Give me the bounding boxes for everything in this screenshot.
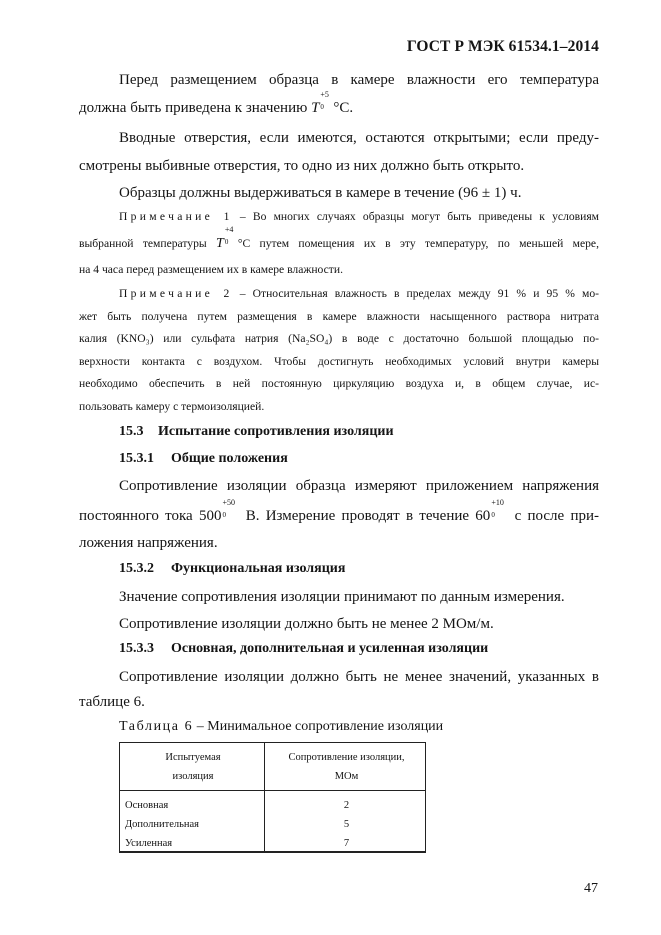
note-line: на 4 часа перед размещением их в камере влажности.	[79, 263, 343, 276]
section-title: Общие положения	[171, 451, 288, 466]
paragraph-line: Сопротивление изоляции должно быть не менее 2 МОм/м.	[119, 616, 494, 632]
text-fragment: В. Измерение проводят в течение 60	[245, 508, 491, 524]
superscript: +5	[320, 90, 329, 99]
resistance-value-cell: 7	[343, 838, 350, 849]
table-label: Таблица 6	[119, 719, 194, 734]
table-row	[119, 791, 426, 816]
note-line: жет быть получена путем размещения в камере влажности насыщенного раствора нитрата	[79, 310, 599, 323]
section-heading	[119, 641, 488, 657]
section-number: 15.3.1	[119, 451, 154, 466]
text-fragment: с после при-	[514, 508, 599, 524]
table-column-divider	[264, 742, 265, 853]
paragraph-line: Образцы должны выдерживаться в камере в течение (96 ± 1) ч.	[119, 185, 522, 201]
note-line: необходимо обеспечить в ней постоянную циркуляцию воздуха и, в общем случае, ис-	[79, 377, 599, 390]
section-title: Функциональная изоляция	[171, 561, 346, 576]
section-heading	[119, 561, 345, 577]
paragraph-line: ложения напряжения.	[79, 535, 218, 551]
note-line	[79, 207, 599, 227]
header-line: МОм	[334, 771, 359, 782]
insulation-type-cell: Основная	[125, 800, 169, 811]
text-fragment: должна быть приведена к значению	[79, 100, 308, 116]
text-fragment: – Во многих случаях образцы могут быть приведены к условиям	[239, 210, 599, 223]
tolerance-index	[490, 498, 508, 520]
superscript: +10	[491, 498, 504, 507]
paragraph-line: Сопротивление изоляции образца измеряют приложением напряжения	[119, 478, 599, 494]
paragraph-line: Сопротивление изоляции должно быть не менее значений, указанных в	[119, 669, 599, 685]
note-label: Примечание 2	[119, 287, 233, 300]
paragraph-line	[79, 90, 599, 120]
tolerance-index	[221, 498, 239, 520]
column-header-resistance	[267, 742, 426, 791]
header-line: Сопротивление изоляции,	[288, 752, 405, 763]
section-heading	[119, 451, 288, 467]
text-fragment: °C путем помещения их в эту температуру, по меньшей мере,	[237, 237, 599, 250]
note-label: Примечание 1	[119, 210, 233, 223]
resistance-value-cell: 5	[343, 819, 350, 830]
subscript: 0	[491, 511, 495, 519]
tolerance-index	[224, 225, 238, 247]
temperature-symbol: T	[311, 100, 320, 116]
unit-text: °C.	[333, 100, 354, 116]
header-line: Испытуемая	[165, 752, 221, 763]
page-number: 47	[584, 881, 598, 896]
text-fragment: выбранной температуры	[79, 237, 207, 250]
table-row	[119, 834, 426, 858]
note-line: калия (KNO₃) или сульфата натрия (Na₂SO₄) в воде с достаточно большой площадью по-	[79, 332, 599, 345]
section-title: Испытание сопротивления изоляции	[158, 424, 394, 439]
section-heading	[119, 424, 394, 440]
note-line: верхности контакта с воздухом. Чтобы достигнуть необходимых условий внутри камеры	[79, 355, 599, 368]
resistance-table	[119, 742, 426, 858]
paragraph-line: Перед размещением образца в камере влажности его температура	[119, 72, 599, 88]
note-line	[79, 225, 599, 254]
subscript: 0	[320, 103, 324, 111]
paragraph-line: Вводные отверстия, если имеются, остаются открытыми; если преду-	[119, 130, 599, 146]
table-row	[119, 815, 426, 834]
resistance-value-cell: 2	[343, 800, 350, 811]
temperature-symbol: T	[216, 236, 224, 251]
note-line	[79, 284, 599, 304]
insulation-type-cell: Дополнительная	[125, 819, 200, 830]
column-header-insulation	[119, 742, 267, 791]
subscript: 0	[224, 238, 229, 246]
subscript: 0	[222, 511, 226, 519]
table-caption	[119, 719, 443, 735]
insulation-type-cell: Усиленная	[125, 838, 173, 849]
document-header: ГОСТ Р МЭК 61534.1–2014	[406, 38, 599, 55]
header-line: изоляция	[172, 771, 214, 782]
paragraph-line: смотрены выбивные отверстия, то одно из них должно быть открыто.	[79, 158, 525, 174]
paragraph-line: Значение сопротивления изоляции принимают по данным измерения.	[119, 589, 565, 605]
text-fragment: постоянного тока 500	[79, 508, 222, 524]
section-number: 15.3	[119, 424, 144, 439]
section-number: 15.3.3	[119, 641, 154, 656]
tolerance-index	[319, 90, 333, 112]
superscript: +50	[222, 498, 235, 507]
paragraph-line	[79, 498, 599, 528]
text-fragment: – Относительная влажность в пределах между 91 % и 95 % мо-	[239, 287, 599, 300]
table-header-row	[119, 742, 426, 791]
paragraph-line: таблице 6.	[79, 694, 145, 710]
table-caption-text: – Минимальное сопротивление изоляции	[196, 719, 444, 734]
section-title: Основная, дополнительная и усиленная изоляции	[171, 641, 489, 656]
section-number: 15.3.2	[119, 561, 154, 576]
note-line: пользовать камеру с термоизоляцией.	[79, 400, 265, 413]
superscript: +4	[224, 225, 234, 234]
